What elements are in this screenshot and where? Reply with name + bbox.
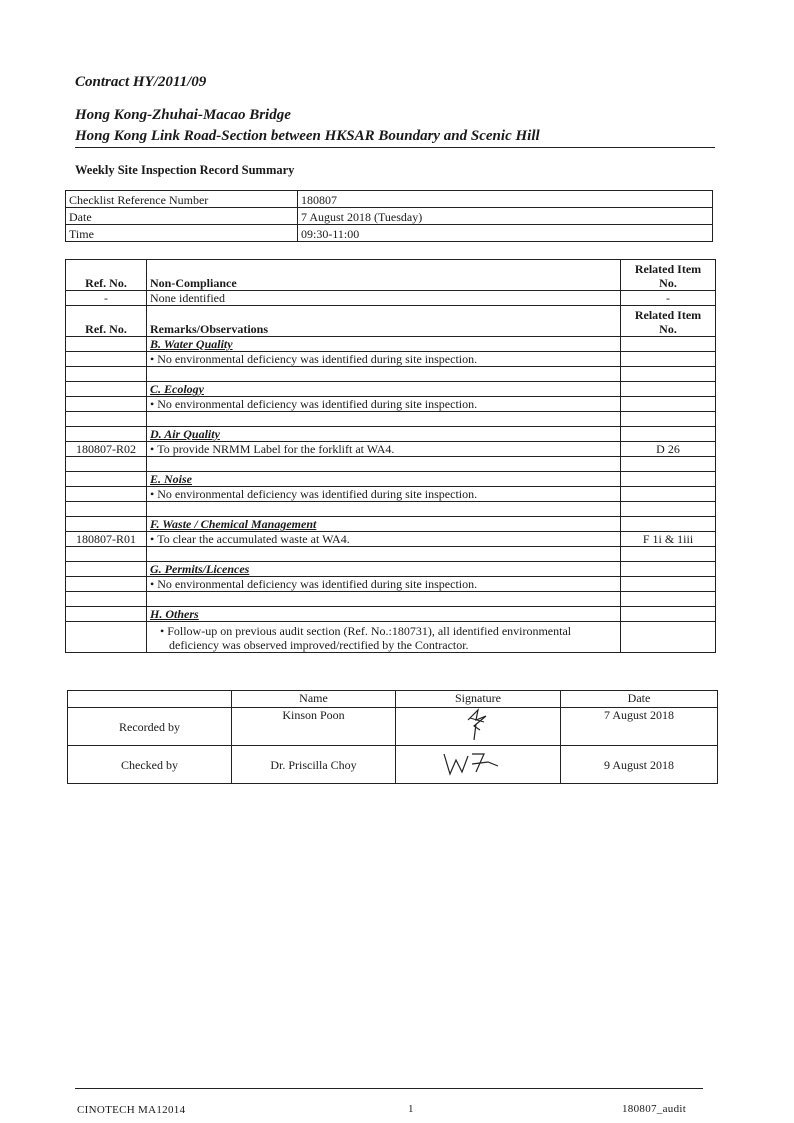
signoff-name: Dr. Priscilla Choy	[232, 746, 396, 784]
footer-right: 180807_audit	[622, 1103, 687, 1115]
page-number: 1	[408, 1103, 414, 1115]
section-item-row	[66, 622, 716, 653]
spacer-row	[66, 457, 716, 472]
section-item-row	[66, 577, 716, 592]
item-text: • No environmental deficiency was identified during site inspection.	[147, 577, 621, 592]
section-item-row	[66, 442, 716, 457]
time-label: Time	[66, 225, 298, 242]
project-section: Hong Kong Link Road-Section between HKSAR Boundary and Scenic Hill	[75, 128, 540, 144]
item-related	[621, 397, 716, 412]
noncompliance-related: -	[621, 291, 716, 306]
section-item-row	[66, 352, 716, 367]
spacer-row	[66, 502, 716, 517]
spacer-row	[66, 367, 716, 382]
item-related	[621, 622, 716, 653]
item-ref	[66, 487, 147, 502]
item-text: • No environmental deficiency was identified during site inspection.	[147, 397, 621, 412]
signoff-date: 7 August 2018	[561, 708, 718, 746]
related-header-line2: No.	[659, 322, 677, 336]
signoff-role: Checked by	[68, 746, 232, 784]
item-text: • To clear the accumulated waste at WA4.	[147, 532, 621, 547]
related-header-line2: No.	[659, 276, 677, 290]
section-item-row	[66, 487, 716, 502]
section-item-row	[66, 397, 716, 412]
noncompliance-header-row	[66, 260, 716, 291]
item-related: F 1i & 1iii	[621, 532, 716, 547]
signature-image	[396, 708, 561, 746]
section-title: E. Noise	[147, 472, 621, 487]
item-text: • No environmental deficiency was identified during site inspection.	[147, 487, 621, 502]
noncompliance-row	[66, 291, 716, 306]
section-title-row	[66, 562, 716, 577]
item-ref	[66, 577, 147, 592]
remarks-ref-header: Ref. No.	[66, 306, 147, 337]
noncompliance-ref: -	[66, 291, 147, 306]
date-label: Date	[66, 208, 298, 225]
signoff-name: Kinson Poon	[232, 708, 396, 746]
section-title-row	[66, 382, 716, 397]
noncompliance-ref-header: Ref. No.	[66, 260, 147, 291]
item-ref: 180807-R02	[66, 442, 147, 457]
item-text: • No environmental deficiency was identified during site inspection.	[147, 352, 621, 367]
section-title: G. Permits/Licences	[147, 562, 621, 577]
item-ref	[66, 352, 147, 367]
item-related	[621, 577, 716, 592]
footer-left: CINOTECH MA12014	[77, 1104, 186, 1116]
section-item-row	[66, 532, 716, 547]
date-header: Date	[561, 691, 718, 708]
item-text: • To provide NRMM Label for the forklift at WA4.	[147, 442, 621, 457]
time-value: 09:30-11:00	[298, 225, 713, 242]
signoff-row-recorded	[68, 708, 718, 746]
info-row-checklist	[66, 191, 713, 208]
section-title: D. Air Quality	[147, 427, 621, 442]
item-ref	[66, 622, 147, 653]
section-title: B. Water Quality	[147, 337, 621, 352]
signoff-date: 9 August 2018	[561, 746, 718, 784]
project-name: Hong Kong-Zhuhai-Macao Bridge	[75, 107, 291, 123]
inspection-findings-table	[65, 259, 716, 653]
header-rule	[75, 147, 715, 148]
info-row-date	[66, 208, 713, 225]
signature-image	[396, 746, 561, 784]
noncompliance-title-header: Non-Compliance	[147, 260, 621, 291]
section-title-row	[66, 427, 716, 442]
related-header-line1: Related Item	[634, 262, 702, 276]
section-title: C. Ecology	[147, 382, 621, 397]
section-title-row	[66, 337, 716, 352]
name-header: Name	[232, 691, 396, 708]
info-row-time	[66, 225, 713, 242]
item-related	[621, 487, 716, 502]
item-related: D 26	[621, 442, 716, 457]
spacer-row	[66, 412, 716, 427]
spacer-row	[66, 547, 716, 562]
related-header-line1: Related Item	[634, 308, 702, 322]
inspection-info-table	[65, 190, 713, 242]
signoff-table	[67, 690, 718, 784]
noncompliance-text: None identified	[147, 291, 621, 306]
footer-rule	[75, 1088, 703, 1089]
checklist-value: 180807	[298, 191, 713, 208]
document-title: Weekly Site Inspection Record Summary	[75, 163, 295, 177]
signoff-header-row	[68, 691, 718, 708]
item-ref	[66, 397, 147, 412]
section-title-row	[66, 607, 716, 622]
section-title-row	[66, 472, 716, 487]
signoff-role: Recorded by	[68, 708, 232, 746]
remarks-header-row	[66, 306, 716, 337]
checklist-label: Checklist Reference Number	[66, 191, 298, 208]
section-title-row	[66, 517, 716, 532]
item-related	[621, 352, 716, 367]
section-title: F. Waste / Chemical Management	[147, 517, 621, 532]
spacer-row	[66, 592, 716, 607]
signature-scribble-icon	[448, 708, 508, 742]
signoff-row-checked	[68, 746, 718, 784]
item-text: • Follow-up on previous audit section (Ref. No.:180731), all identified environmental deficiency was observed improved/rectified by the Contractor.	[157, 624, 617, 652]
remarks-related-header	[621, 306, 716, 337]
item-ref: 180807-R01	[66, 532, 147, 547]
signature-scribble-icon	[438, 746, 518, 780]
contract-number: Contract HY/2011/09	[75, 74, 207, 90]
noncompliance-related-header	[621, 260, 716, 291]
section-title: H. Others	[147, 607, 621, 622]
date-value: 7 August 2018 (Tuesday)	[298, 208, 713, 225]
remarks-title-header: Remarks/Observations	[147, 306, 621, 337]
signature-header: Signature	[396, 691, 561, 708]
